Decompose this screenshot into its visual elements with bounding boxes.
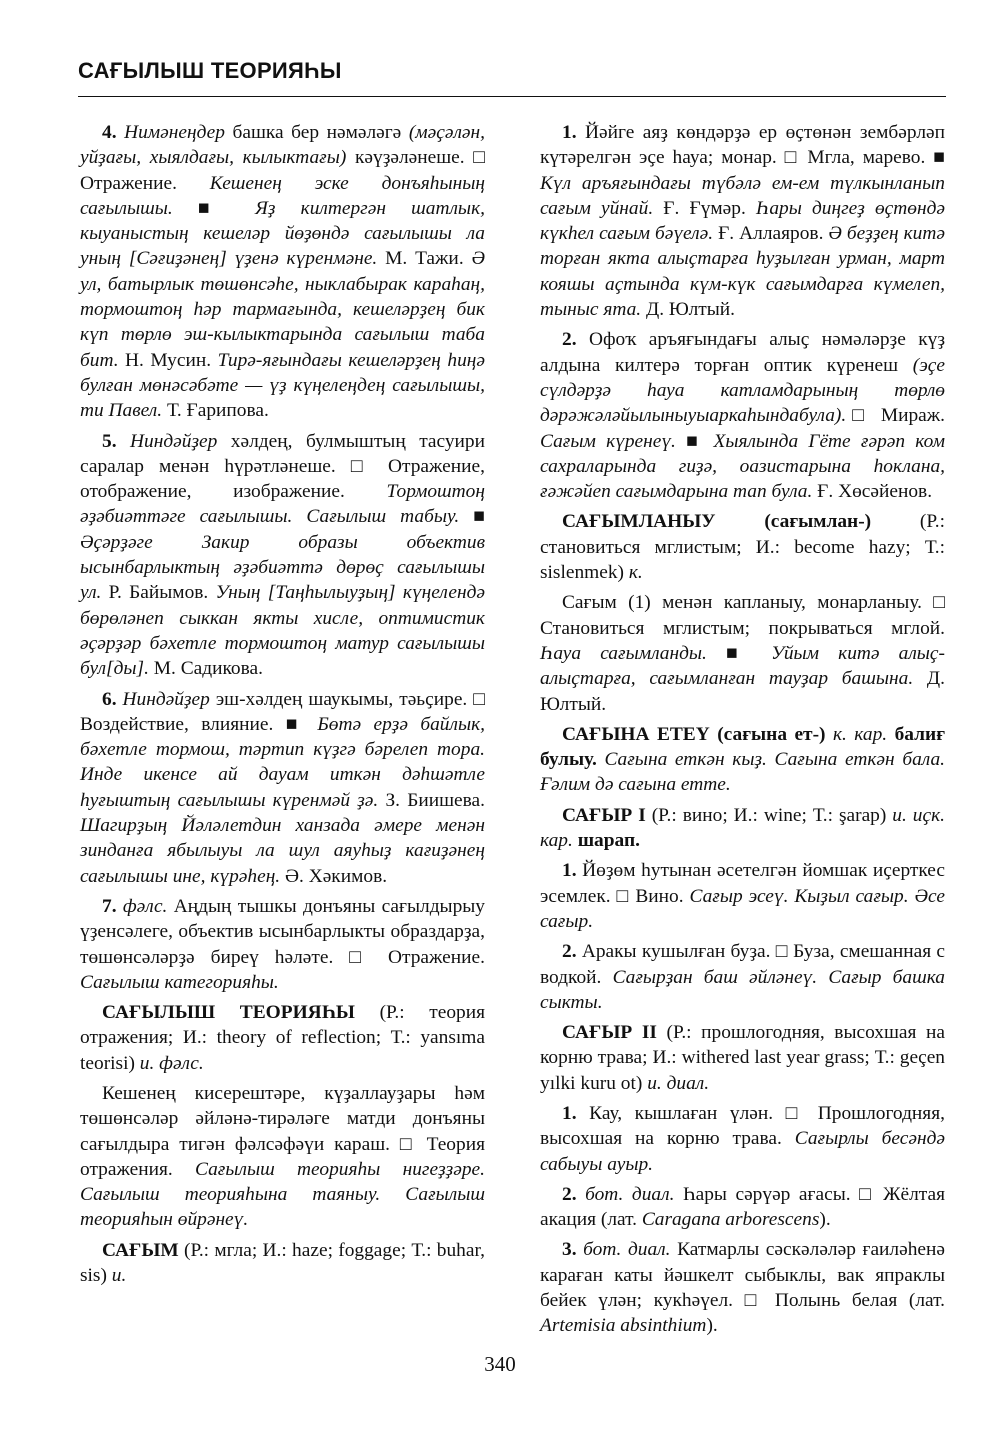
entry-text: Әҫәрҙәге Закир образы объектив ысынбарлыктың әҙәбиәттә дөрөҫ сағылышы ул.: [80, 531, 485, 604]
entry-paragraph: [540, 858, 945, 934]
entry-text: ).: [706, 1315, 718, 1337]
entry-text: Сағылыш категорияһы.: [80, 971, 279, 993]
entry-text: Сағыр эсеү. Кыҙыл сағыр. Әсе сағыр.: [540, 885, 945, 932]
entry-paragraph: [80, 894, 485, 995]
entry-paragraph: [540, 722, 945, 798]
entry-text: Офоҡ аръяғындағы алыҫ нәмәләрҙе күҙ алдына килтерә торған оптик күренеш: [540, 329, 945, 376]
entry-text: Аңдың тышкы донъяны сағылдырыу үҙенсәлеге, объектив ысынбарлыкты образдарҙа, төшөнсәләрҙә биреү һәләте. □ Отражение.: [80, 895, 486, 968]
entry-text: (Р.: прошлогодняя, высохшая на корню трава; И.: withered last year grass; Т.: geçen yılki kuru ot): [540, 1022, 946, 1094]
entry-text: ■: [675, 430, 714, 452]
entry-text: фәлс.: [122, 895, 168, 917]
entry-text: Кешенең эске донъяһының сағылышы.: [80, 172, 486, 219]
entry-text: (эҫе сүлдәрҙә һауа катламдарының төрлө дәрәжәләйылыныуыаркаһындабула).: [540, 354, 945, 427]
entry-text: 2.: [562, 329, 589, 351]
entry-text: (Р.: вино; И.: wine; Т.: şarap): [645, 804, 893, 826]
entry-text: Сағына еткән кыҙ. Сағына еткән бала. Ғәлим дә сағына етте.: [540, 749, 945, 796]
entry-text: Ә беҙҙең китә торған якта алыҫтарға һуҙылған урман, март кояшы аҫтында күм-күк сағымдарға күмелеп, тыныс ята.: [540, 223, 945, 321]
entry-text: (Р.: становиться мглистым; И.: become hazy; Т.: sislenmek): [540, 511, 945, 584]
entry-text: к.: [628, 562, 643, 584]
entry-text: [826, 724, 833, 745]
entry-text: 7.: [102, 895, 123, 917]
entry-text: САҒЫР I: [562, 804, 646, 826]
entry-text: Яҙ килтергән шатлык, кыуаныстың кешеләр йөҙөндә сағылышы ла уның [Сәғиҙәнең] үҙенә күренмәне.: [80, 197, 485, 270]
entry-text: Ә. Хәкимов.: [280, 865, 388, 887]
entry-text: Катмарлы сәскәләләр ғаиләһенә караған каты йәшкелт сыбыклы, вак япраклы бейек үлән; кукһәүел. □ Полынь белая (лат.: [540, 1239, 945, 1312]
entry-text: Һауа сағымланды.: [540, 642, 707, 664]
entry-text: эш-хәлдең шаукымы, тәьҫире. □ Воздействие, влияние. ■: [80, 688, 485, 735]
entry-text: Ғ. Хөсәйенов.: [812, 481, 933, 503]
entry-text: ■: [459, 506, 485, 528]
entry-text: 1.: [562, 122, 586, 143]
entry-text: Кешенең кисерештәре, күҙаллауҙары һәм төшөнсәләр әйләнә-тирәләге матди донъяны сағылдыра тигән фәлсәфәүи караш. □ Теория отражения.: [80, 1082, 485, 1180]
entry-text: 4.: [102, 122, 125, 143]
entry-text: САҒЫЛЫШ ТЕОРИЯҺЫ: [102, 1002, 355, 1024]
entry-text: □ Мираж.: [846, 405, 945, 427]
entry-paragraph: [540, 1101, 945, 1177]
entry-text: и. фәлс.: [139, 1052, 204, 1074]
entry-text: 2.: [562, 941, 582, 963]
entry-paragraph: [80, 1081, 485, 1233]
entry-text: бот. диал.: [583, 1239, 671, 1261]
entry-text: и. диал.: [647, 1072, 710, 1094]
entry-text: Сағырҙан баш әйләнеү. Сағыр башка сыкты.: [540, 966, 946, 1013]
entry-text: ■: [172, 197, 256, 219]
entry-text: Т. Ғарипова.: [162, 400, 269, 422]
entry-text: САҒЫНА ЕТЕҮ: [562, 723, 710, 745]
entry-paragraph: [540, 327, 945, 504]
entry-text: бот. диал.: [585, 1183, 675, 1205]
entry-text: Тирә-яғындағы кешеләрҙең һиңә булған мөнәсәбәте — үҙ күңелеңдең сағылышы, ти Павел.: [80, 349, 485, 422]
entry-text: Хыялында Гёте ғәрәп ком сахраларында гиҙә, оазистарына һоклана, ғәжәйеп сағымдарына тап була.: [540, 430, 945, 503]
entry-paragraph: [540, 1182, 945, 1233]
entry-text: кәүҙәләнеше. □ Отражение.: [80, 147, 485, 194]
entry-text: Тормоштоң әҙәбиәттәге сағылышы. Сағылыш табыу.: [80, 481, 485, 528]
entry-text: (сағымлан-): [764, 511, 872, 533]
entry-text: Аракы кушылған буҙа. □ Буза, смешанная с водкой.: [540, 941, 945, 988]
entry-text: Сағырлы бесәндә сабыуы ауыр.: [540, 1128, 945, 1175]
entry-text: Д. Юлтый.: [540, 668, 945, 715]
header-rule: [78, 96, 946, 97]
left-column: [80, 120, 485, 1293]
entry-text: Бөтә ерҙә байлык, бәхетле тормош, тәртип күҙгә бәрелеп тора. Инде икенсе ай дауам иткән дәһшәтле һуғыштың сағылышы күренмәй ҙә.: [80, 713, 485, 811]
entry-text: балиғ булыу.: [540, 723, 946, 771]
entry-text: (Р.: теория отражения; И.: theory of reflection; Т.: yansıma teorisi): [80, 1002, 486, 1074]
entry-text: Ә ул, батырлык төшөнсәһе, ныклабырак караһаң, тормоштоң һәр тармағында, кешеләрҙең бик күп төрлө эш-кылыктарында сағылыш таба бит.: [80, 248, 485, 371]
entry-text: Ниндәйҙер: [122, 688, 210, 710]
entry-text: ).: [819, 1209, 831, 1231]
entry-text: [887, 724, 894, 745]
entry-text: Artemisia absinthium: [540, 1315, 707, 1337]
entry-text: 5.: [102, 430, 131, 452]
entry-text: к. кар.: [832, 723, 888, 745]
entry-text: Һары диңгеҙ өҫтөндә күкһел сағым бәүелә.: [540, 197, 945, 245]
entry-paragraph: [540, 1020, 945, 1096]
entry-paragraph: [80, 1238, 485, 1289]
entry-text: Кау, кышлаған үлән. □ Прошлогодняя, высохшая на корню трава.: [540, 1102, 945, 1150]
entry-paragraph: [540, 590, 945, 716]
entry-text: хәлдең, булмыштың тасуири саралар менән һүрәтләнеше. □ Отражение, отображение, изображение.: [80, 430, 486, 503]
running-title: САҒЫЛЫШ ТЕОРИЯҺЫ: [78, 58, 342, 83]
entry-text: Сағым (1) менән капланыу, монарланыу. □ Становиться мглистым; покрываться мглой.: [540, 592, 945, 639]
entry-paragraph: [540, 509, 945, 585]
entry-text: Н. Мусин.: [118, 349, 218, 371]
entry-text: (Р.: мгла; И.: haze; foggage; Т.: buhar, sis): [80, 1239, 485, 1287]
entry-text: М. Садикова.: [148, 658, 263, 680]
right-column: [540, 120, 945, 1344]
entry-text: Ғ. Ғүмәр.: [653, 197, 756, 219]
entry-text: Уның [Таңһылыуҙың] күңелендә бөрөләнеп сыккан якты хисле, оптимистик әҫәрҙәр бәхетле тормоштоң матур сағылышы бул[ды].: [80, 582, 485, 680]
entry-text: Сағым күренеү.: [540, 430, 676, 452]
entry-text: ■: [706, 642, 772, 664]
entry-text: САҒЫМЛАНЫУ: [562, 511, 716, 533]
entry-paragraph: [80, 1000, 485, 1076]
entry-text: Сағылыш теорияһы нигеҙҙәре. Сағылыш теорияһына таяныу. Сағылыш теорияһын өйрәнеү.: [80, 1158, 485, 1231]
entry-paragraph: [540, 803, 945, 854]
entry-text: Ниндәйҙер: [130, 430, 218, 452]
entry-text: [716, 511, 765, 532]
entry-text: 3.: [562, 1239, 584, 1261]
entry-paragraph: [540, 120, 945, 322]
entry-text: шарап.: [577, 830, 640, 852]
entry-text: Ғ. Аллаяров.: [713, 223, 829, 245]
entry-text: Уйым китә алыҫ-алыҫтарға, сағымланған тауҙар башына.: [540, 642, 945, 690]
entry-text: 1.: [562, 860, 583, 882]
entry-text: и.: [111, 1265, 127, 1287]
entry-text: Шагирҙың Йәләлетдин ханзада әмере менән зинданға ябылыуы ла шул аяуһыҙ кағиҙәнең сағылышы ине, күрәһең.: [80, 815, 485, 887]
entry-text: (сағына ет-): [717, 723, 826, 745]
entry-text: Д. Юлтый.: [641, 299, 735, 321]
entry-text: Күл аръяғындағы түбәлә ем-ем түлкынланып сағым уйнай.: [540, 172, 945, 219]
entry-text: Caragana arborescens: [641, 1209, 820, 1231]
entry-text: башка бер нәмәләгә: [224, 122, 409, 143]
entry-text: Йәйге аяҙ көндәрҙә ер өҫтөнән зембәрләп күтәрелгән эҫе һауа; монар. □ Мгла, марево. ■: [540, 122, 945, 169]
entry-paragraph: [80, 687, 485, 889]
entry-text: Йөҙөм һутынан әсетелгән йомшак иҫерткес эсемлек. □ Вино.: [540, 860, 945, 907]
entry-paragraph: [540, 939, 945, 1015]
entry-text: З. Биишева.: [378, 789, 485, 811]
entry-text: САҒЫМ: [102, 1239, 179, 1261]
entry-paragraph: [80, 120, 485, 424]
entry-text: Р. Байымов.: [101, 582, 216, 604]
entry-text: САҒЫР II: [562, 1022, 657, 1044]
entry-text: и. иҫк. кар.: [540, 804, 945, 852]
entry-text: М. Тажи.: [377, 248, 472, 270]
entry-text: 6.: [102, 688, 123, 710]
entry-text: 1.: [562, 1102, 590, 1124]
page-number: 340: [484, 1352, 516, 1376]
entry-text: Һары сәрүәр ағасы. □ Жёлтая акация (лат.: [540, 1183, 945, 1231]
entry-text: (мәҫәлән, уйҙағы, хыялдағы, кылыктағы): [80, 122, 485, 169]
entry-text: 2.: [562, 1183, 586, 1205]
entry-paragraph: [540, 1237, 945, 1338]
entry-paragraph: [80, 429, 485, 682]
entry-text: Нимәнеңдер: [124, 122, 225, 143]
